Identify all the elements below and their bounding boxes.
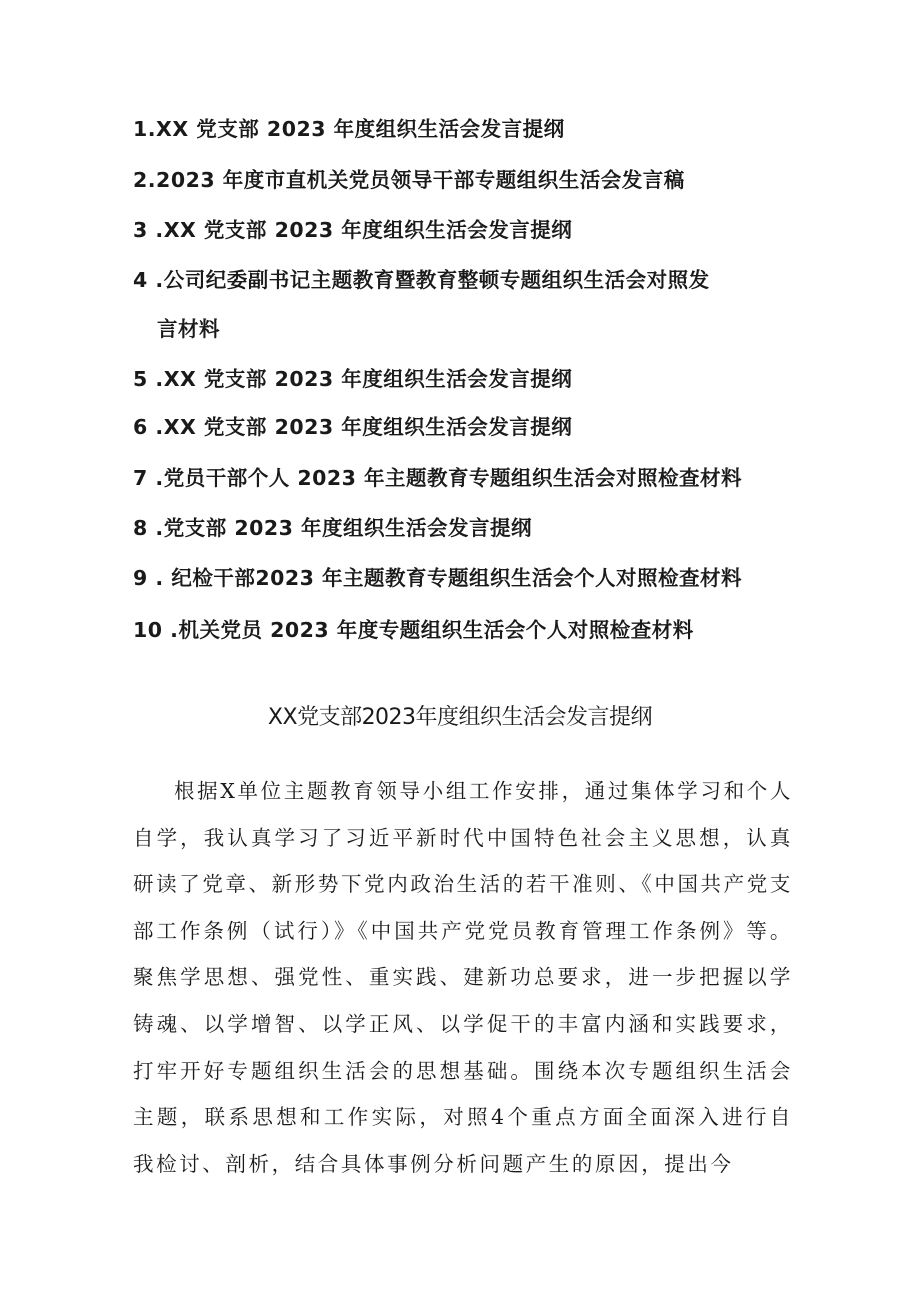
toc-item: 8 .党支部 2023 年度组织生活会发言提纲 bbox=[133, 516, 533, 540]
document-title: XX党支部2023年度组织生活会发言提纲 bbox=[267, 705, 653, 730]
toc-item-line: 4 .公司纪委副书记主题教育暨教育整顿专题组织生活会对照发 bbox=[133, 268, 710, 292]
toc-item: 10 .机关党员 2023 年度专题组织生活会个人对照检查材料 bbox=[133, 618, 694, 642]
toc-item: 1.XX 党支部 2023 年度组织生活会发言提纲 bbox=[133, 117, 565, 141]
body-paragraph: 根据X单位主题教育领导小组工作安排，通过集体学习和个人自学，我认真学习了习近平新时代中国特色社会主义思想，认真研读了党章、新形势下党内政治生活的若干准则、《中国共产党支部工作条例（试行）》《中国共产党党员教育管理工作条例》等。聚焦学思想、强党性、重实践、建新功总要求，进一步把握以学铸魂、以学增智、以学正风、以学促干的丰富内涵和实践要求，打牢开好专题组织生活会的思想基础。围绕本次专题组织生活会主题，联系思想和工作实际，对照4个重点方面全面深入进行自我检讨、剖析，结合具体事例分析问题产生的原因，提出今 bbox=[133, 779, 793, 1176]
toc-item: 7 .党员干部个人 2023 年主题教育专题组织生活会对照检查材料 bbox=[133, 466, 743, 490]
toc-item: 5 .XX 党支部 2023 年度组织生活会发言提纲 bbox=[133, 367, 573, 391]
toc-item-continuation: 言材料 bbox=[157, 317, 220, 341]
toc-item: 9 . 纪检干部2023 年主题教育专题组织生活会个人对照检查材料 bbox=[133, 566, 743, 590]
toc-item: 3 .XX 党支部 2023 年度组织生活会发言提纲 bbox=[133, 218, 573, 242]
toc-item bbox=[133, 263, 710, 293]
toc-item: 2.2023 年度市直机关党员领导干部专题组织生活会发言稿 bbox=[133, 168, 685, 192]
toc-item: 6 .XX 党支部 2023 年度组织生活会发言提纲 bbox=[133, 415, 573, 439]
